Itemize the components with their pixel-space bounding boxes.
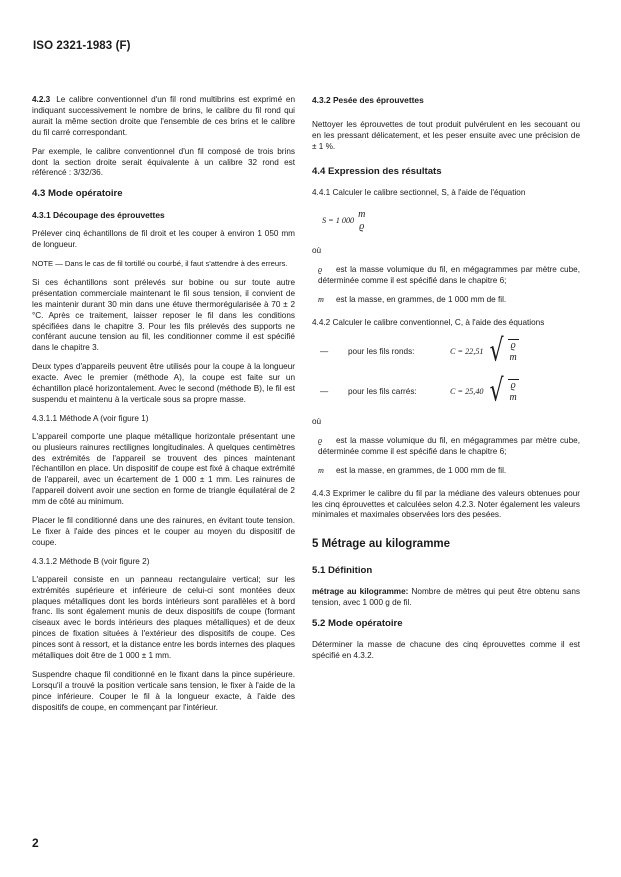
equation-round-wires [312, 333, 580, 369]
definition-m [312, 295, 580, 306]
note: NOTE — Dans le cas de fil tortillé ou courbé, il faut s'attendre à des erreurs. [32, 258, 288, 268]
heading-4-3-1-1: 4.3.1.1 Méthode A (voir figure 1) [32, 413, 149, 423]
paragraph-4-2-3 [32, 95, 295, 139]
paragraph-method-b: L'appareil consiste en un panneau rectangulaire vertical; sur les extrémités supérieure et inférieure de celui-ci sont montées deux plaques métalliques dont les bords intérieurs sont parallèles et à bord franc. Ils sont également munis de deux dispositifs de coupe (formant ciseaux avec le bords intérieurs des plaques métalliques) et de deux pinces de fixation situées à l'extérieur des dispositifs de coupe. Ces pinces sont à ressort, et la distance entre les bords internes des plaques métalliques doit être de 1 000 ± 1 mm. [32, 574, 295, 661]
equation-sectional-calibre [312, 206, 580, 236]
clause-number: 4.2.3 [32, 95, 51, 104]
definition-5-1 [312, 587, 580, 609]
paragraph-5-2: Déterminer la masse de chacune des cinq éprouvettes comme il est spécifié en 4.3.2. [312, 639, 580, 660]
paragraph-text: Le calibre conventionnel d'un fil rond multibrins est exprimé en indiquant successivement le nombre de brins, le calibre du fil rond qui aurait la même section droite que l'ensemble de ces brins et le calibre du fil carré correspondant. [32, 95, 295, 137]
defined-term: métrage au kilogramme: [312, 587, 409, 597]
heading-5-1: 5.1 Définition [312, 565, 373, 577]
heading-4-3-1-2: 4.3.1.2 Méthode B (voir figure 2) [32, 556, 150, 566]
definition-m [312, 466, 580, 477]
symbol-m: m [318, 295, 324, 305]
right-column [312, 95, 580, 670]
equation-square-wires [312, 373, 580, 409]
page-number: 2 [32, 836, 39, 850]
definition-text: est la masse, en grammes, de 1 000 mm de fil. [336, 465, 507, 475]
left-column [32, 95, 295, 722]
equation-lhs: C = 25,40 [450, 386, 484, 396]
paragraph-method-a: L'appareil comporte une plaque métallique horizontale présentant une ou plusieurs rainures rectilignes longitudinales. À quelques centimètres des extrémités de l'appareil se trouvent des pinces maintenant l'échantillon en place. Un dispositif de coupe est fixé à chaque extrémité de l'appareil, avec un écartement de 1 000 ± 1 mm. Les rainures de l'appareil doivent avoir une section en forme de triangle équilatéral de 2 mm de côté au minimum. [32, 431, 295, 507]
equation-label: pour les fils ronds: [348, 346, 415, 356]
definition-text: est la masse, en grammes, de 1 000 mm de fil. [336, 295, 507, 305]
equation-label: pour les fils carrés: [348, 386, 417, 396]
equation-numerator: m [358, 209, 366, 221]
dash: — [320, 386, 329, 396]
equation-denominator: m [509, 352, 517, 364]
paragraph-4-4-1: 4.4.1 Calculer le calibre sectionnel, S, à l'aide de l'équation [312, 187, 526, 197]
paragraph-4-3-2: Nettoyer les éprouvettes de tout produit pulvérulent en les secouant ou en les pressant délicatement, et les peser ensuite avec une précision de ± 1 %. [312, 119, 580, 151]
paragraph-bobine: Si ces échantillons sont prélevés sur bobine ou sur toute autre présentation commerciale maintenant le fil sous tension, il convient de les maintenir durant 30 min dans une étuve thermorégularisée à 70 ± 2 °C. Après ce traitement, laisser reposer le fil dans les conditions spécifiées dans le chapitre 3. Pour les fils prélevés des supports ne conférant aucune tension au fil, les conditionner comme il est spécifié dans le chapitre 3. [32, 277, 295, 353]
equation-fraction [508, 379, 519, 404]
radical-sign: √ [489, 373, 504, 409]
paragraph-types: Deux types d'appareils peuvent être utilisés pour la coupe à la longueur exacte. Avec le premier (méthode A), la coupe est faite sur un échantillon placé horizontalement. Avec le second (méthode B), le fil est suspendu et maintenu à la verticale sous sa propre masse. [32, 362, 295, 404]
equation-lhs: S = 1 000 [322, 215, 355, 225]
heading-5: 5 Métrage au kilogramme [312, 538, 451, 551]
paragraph-4-4-3: 4.4.3 Exprimer le calibre du fil par la médiane des valeurs obtenues pour les cinq éprouvettes et calculées selon 4.2.3. Noter également les valeurs minimales et maximales observées lors des pesées. [312, 488, 580, 520]
symbol-rho: ϱ [318, 435, 323, 445]
paragraph-suspendre: Suspendre chaque fil conditionné en le fixant dans la pince supérieure. Lorsqu'il a trouvé la position verticale sans tension, le fixer à l'aide de la pince inférieure. Couper le fil à la longueur exacte, à l'aide des dispositifs de coupe, en commençant par l'intérieur. [32, 669, 295, 712]
dash: — [320, 346, 329, 356]
equation-numerator: ϱ [510, 340, 516, 352]
equation-denominator: ϱ [359, 221, 365, 233]
paragraph-4-4-2: 4.4.2 Calculer le calibre conventionnel, C, à l'aide des équations [312, 318, 545, 328]
definition-text: est la masse volumique du fil, en mégagrammes par mètre cube, déterminée comme il est spécifié dans le chapitre 6; [318, 265, 580, 286]
radical-sign: √ [489, 333, 504, 369]
heading-4-4: 4.4 Expression des résultats [312, 165, 442, 177]
equation-fraction [358, 209, 365, 233]
square-root [489, 373, 519, 409]
symbol-rho: ϱ [318, 265, 323, 275]
heading-4-3-2: 4.3.2 Pesée des éprouvettes [312, 95, 424, 105]
where-label: où [312, 246, 322, 256]
paragraph-4-3-1: Prélever cinq échantillons de fil droit et les couper à environ 1 050 mm de longueur. [32, 229, 295, 250]
symbol-m: m [318, 465, 324, 475]
paragraph-example: Par exemple, le calibre conventionnel d'un fil composé de trois brins dont la section droite serait équivalente à un calibre 32 rond est référencé : 3/32/36. [32, 146, 295, 178]
equation-lhs: C = 22,51 [450, 346, 484, 356]
definition-text: est la masse volumique du fil, en mégagrammes par mètre cube, déterminée comme il est spécifié dans le chapitre 6; [318, 435, 580, 456]
document-header: ISO 2321-1983 (F) [33, 40, 131, 52]
definition-rho [312, 436, 580, 458]
heading-4-3: 4.3 Mode opératoire [32, 188, 123, 200]
where-label: où [312, 416, 322, 426]
equation-denominator: m [509, 392, 517, 404]
heading-4-3-1: 4.3.1 Découpage des éprouvettes [32, 210, 165, 221]
equation-numerator: ϱ [510, 380, 516, 392]
paragraph-placer: Placer le fil conditionné dans une des rainures, en évitant toute tension. Le fixer à l'aide des pinces et le couper au moyen du dispositif de coupe. [32, 516, 295, 547]
heading-5-2: 5.2 Mode opératoire [312, 617, 403, 629]
equation-fraction [508, 339, 519, 364]
definition-text: Nombre de mètres qui peut être obtenu sans tension, avec 1 000 g de fil. [312, 587, 580, 608]
square-root [489, 333, 519, 369]
definition-rho [312, 265, 580, 287]
